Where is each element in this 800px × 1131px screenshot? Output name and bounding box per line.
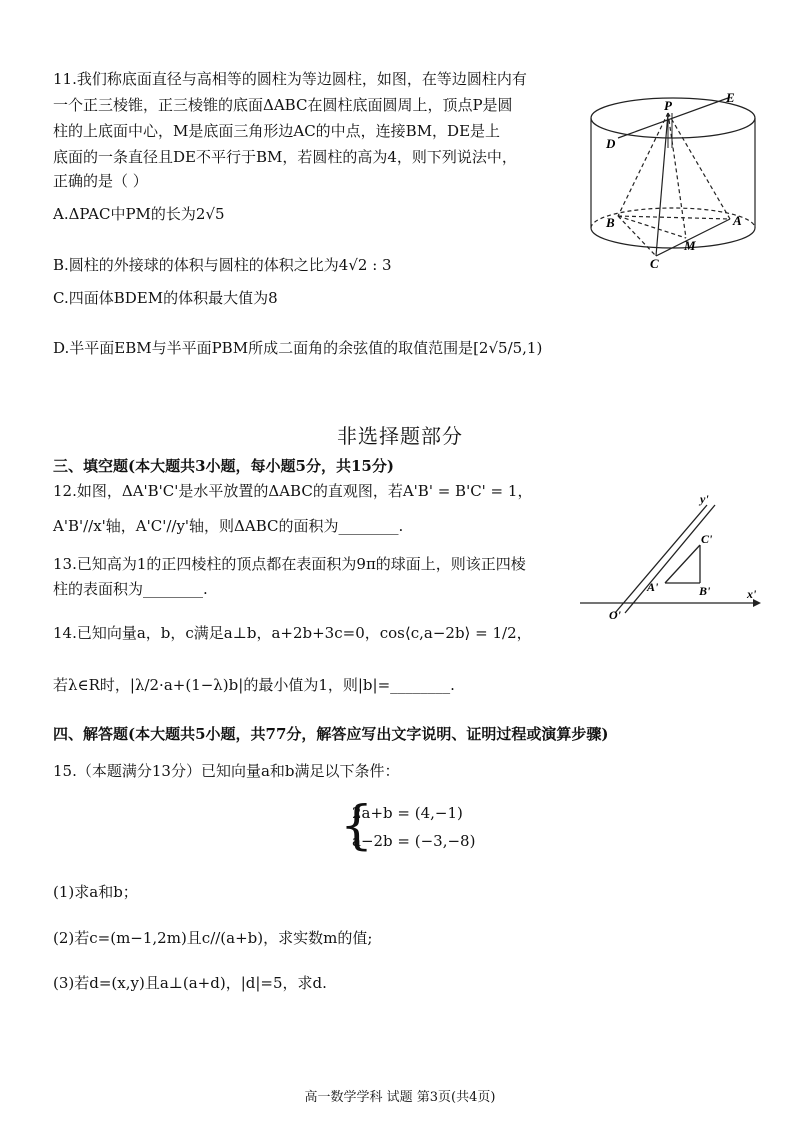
section4-heading: 四、解答题(本大题共5小题，共77分，解答应写出文字说明、证明过程或演算步骤) [53,725,609,743]
q15-part-1: (1)求a和b； [53,883,138,901]
label-B-prime: B' [699,584,711,598]
q11-option-b: B.圆柱的外接球的体积与圆柱的体积之比为4√2 : 3 [53,256,392,274]
label-O: O' [609,608,621,622]
q11-option-c: C.四面体BDEM的体积最大值为8 [53,289,278,307]
label-M: M [684,238,696,253]
brace-icon: { [340,796,374,856]
label-x-axis: x' [747,587,757,601]
q15-equation-2: a−2b = (−3,−8) [352,832,476,850]
q15-intro: 15.（本题满分13分）已知向量a和b满足以下条件： [53,762,400,780]
label-B: B [606,215,615,230]
q11-option-a: A.ΔPAC中PM的长为2√5 [53,205,225,223]
label-P: P [664,98,672,113]
q11-option-d: D.半平面EBM与半平面PBM所成二面角的余弦值的取值范围是[2√5/5,1) [53,339,543,357]
section3-heading: 三、填空题(本大题共3小题，每小题5分，共15分) [53,457,394,475]
q12-line-2: A'B'//x'轴，A'C'//y'轴，则ΔABC的面积为________. [53,517,404,535]
section-title: 非选择题部分 [337,424,463,448]
q13-line-1: 13.已知高为1的正四棱柱的顶点都在表面积为9π的球面上，则该正四棱 [53,555,526,573]
q14-line-2: 若λ∈R时，|λ/2·a+(1−λ)b|的最小值为1，则|b|=________. [53,676,455,694]
label-y-axis: y' [700,493,709,506]
q15-equation-1: 2a+b = (4,−1) [352,804,463,822]
q11-line-1: 11.我们称底面直径与高相等的圆柱为等边圆柱，如图，在等边圆柱内有 [53,70,527,88]
label-C: C [650,256,659,270]
q11-line-5: 正确的是（ ） [53,172,148,190]
q11-line-4: 底面的一条直径且DE不平行于BM，若圆柱的高为4，则下列说法中， [53,148,517,166]
label-E: E [726,90,735,105]
q12-line-1: 12.如图，ΔA'B'C'是水平放置的ΔABC的直观图，若A'B' = B'C' = 1， [53,482,533,500]
label-A-prime: A' [647,580,659,594]
q15-part-2: (2)若c=(m−1,2m)且c//(a+b)，求实数m的值; [53,929,373,947]
q15-part-3: (3)若d=(x,y)且a⊥(a+d)，|d|=5，求d. [53,974,327,992]
label-A: A [733,213,742,228]
cylinder-figure [578,88,768,270]
label-C-prime: C' [701,532,713,546]
q11-line-2: 一个正三棱锥，正三棱锥的底面ΔABC在圆柱底面圆周上，顶点P是圆 [53,96,513,114]
label-D: D [606,136,616,151]
q14-line-1: 14.已知向量a，b，c满足a⊥b，a+2b+3c=0，cos⟨c,a−2b⟩ = 1/2， [53,624,532,642]
q11-line-3: 柱的上底面中心，M是底面三角形边AC的中点，连接BM，DE是上 [53,122,501,140]
q13-line-2: 柱的表面积为________. [53,580,208,598]
axes-figure [575,493,765,623]
page-footer: 高一数学学科 试题 第3页(共4页) [304,1090,496,1105]
